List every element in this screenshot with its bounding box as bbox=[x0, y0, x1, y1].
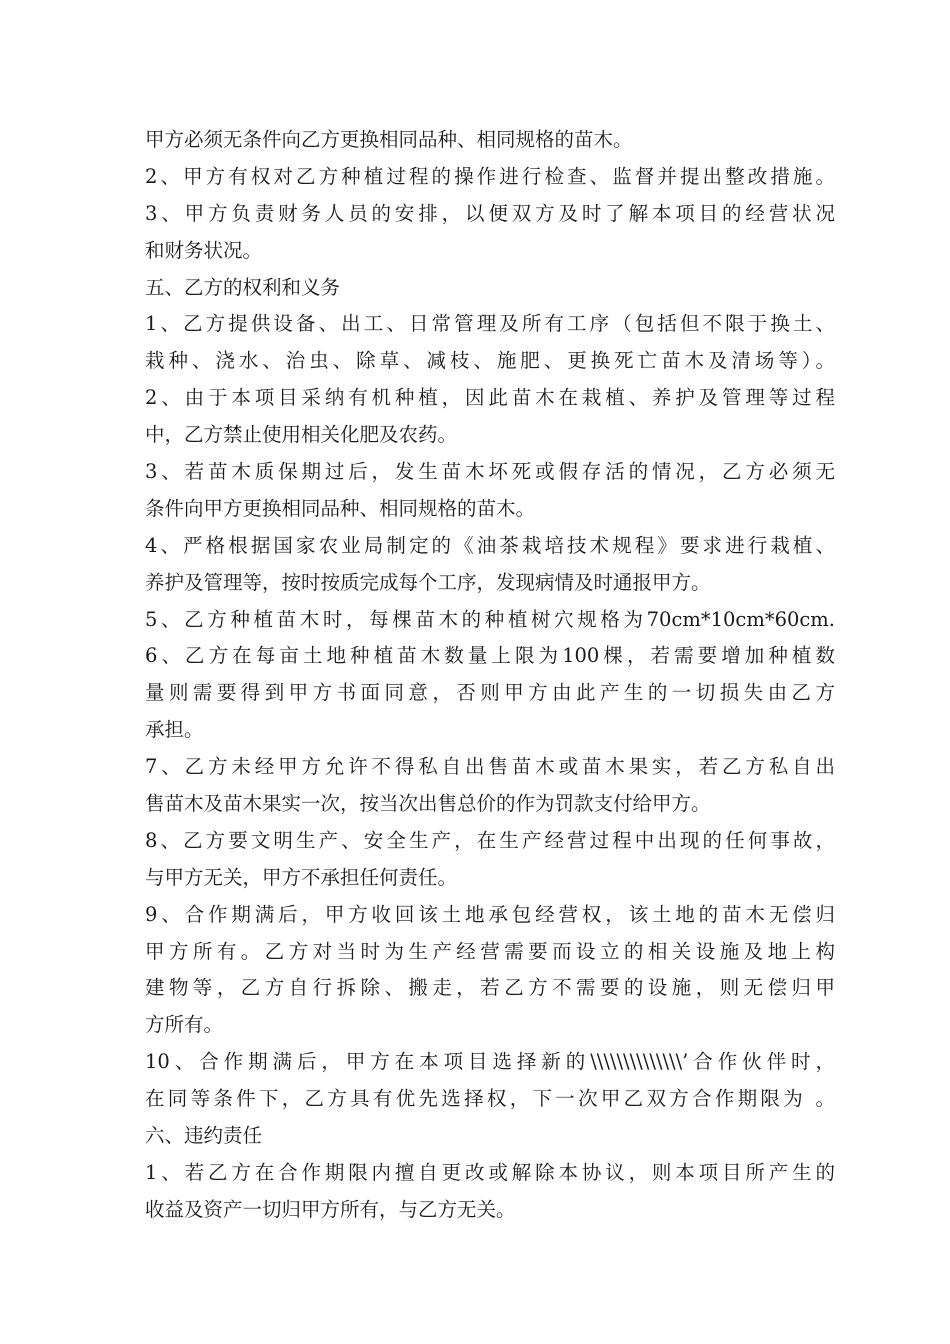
document-line: 8、乙方要文明生产、安全生产，在生产经营过程中出现的任何事故， bbox=[145, 828, 835, 852]
document-line: 甲方必须无条件向乙方更换相同品种、相同规格的苗木。 bbox=[145, 128, 633, 151]
document-line: 10、合作期满后，甲方在本项目选择新的\\\\\\\\\\\\\\’合作伙伴时， bbox=[145, 1050, 835, 1074]
document-body bbox=[145, 122, 835, 1229]
document-line: 与甲方无关，甲方不承担任何责任。 bbox=[145, 865, 458, 889]
document-line: 2、甲方有权对乙方种植过程的操作进行检查、监督并提出整改措施。 bbox=[145, 164, 835, 188]
document-line: 收益及资产一切归甲方所有，与乙方无关。 bbox=[145, 1197, 516, 1221]
document-line: 9、合作期满后，甲方收回该土地承包经营权，该土地的苗木无偿归 bbox=[145, 902, 835, 926]
document-line: 售苗木及苗木果实一次，按当次出售总价的作为罚款支付给甲方。 bbox=[145, 792, 711, 816]
document-line: 甲方所有。乙方对当时为生产经营需要而设立的相关设施及地上构 bbox=[145, 939, 835, 963]
document-line: 7、乙方未经甲方允许不得私自出售苗木或苗木果实，若乙方私自出 bbox=[145, 755, 835, 779]
document-line: 建物等，乙方自行拆除、搬走，若乙方不需要的设施，则无偿归甲 bbox=[145, 976, 835, 1000]
document-line: 方所有。 bbox=[145, 1013, 224, 1037]
document-line: 2、由于本项目采纳有机种植，因此苗木在栽植、养护及管理等过程 bbox=[145, 386, 835, 410]
document-line: 5、乙方种植苗木时，每棵苗木的种植树穴规格为70cm*10cm*60cm. bbox=[145, 607, 835, 631]
document-line: 承担。 bbox=[145, 718, 204, 742]
document-line: 条件向甲方更换相同品种、相同规格的苗木。 bbox=[145, 496, 536, 520]
document-line: 3、甲方负责财务人员的安排，以便双方及时了解本项目的经营状况 bbox=[145, 201, 835, 225]
document-line: 4、严格根据国家农业局制定的《油茶栽培技术规程》要求进行栽植、 bbox=[145, 533, 835, 557]
document-line: 6、乙方在每亩土地种植苗木数量上限为100棵，若需要增加种植数 bbox=[145, 644, 835, 668]
document-line: 1、若乙方在合作期限内擅自更改或解除本协议，则本项目所产生的 bbox=[145, 1160, 835, 1184]
document-line: 3、若苗木质保期过后，发生苗木坏死或假存活的情况，乙方必须无 bbox=[145, 460, 835, 484]
document-line: 中，乙方禁止使用相关化肥及农药。 bbox=[145, 423, 458, 447]
document-line: 六、违约责任 bbox=[145, 1124, 263, 1148]
document-line: 量则需要得到甲方书面同意，否则甲方由此产生的一切损失由乙方 bbox=[145, 681, 835, 705]
document-line: 五、乙方的权利和义务 bbox=[145, 275, 341, 299]
document-line: 1、乙方提供设备、出工、日常管理及所有工序（包括但不限于换土、 bbox=[145, 312, 835, 336]
document-line: 和财务状况。 bbox=[145, 238, 263, 262]
document-line: 栽种、浇水、治虫、除草、减枝、施肥、更换死亡苗木及清场等）。 bbox=[145, 349, 835, 373]
document-line: 养护及管理等，按时按质完成每个工序，发现病情及时通报甲方。 bbox=[145, 570, 711, 594]
document-line: 在同等条件下，乙方具有优先选择权，下一次甲乙双方合作期限为 。 bbox=[145, 1087, 835, 1111]
